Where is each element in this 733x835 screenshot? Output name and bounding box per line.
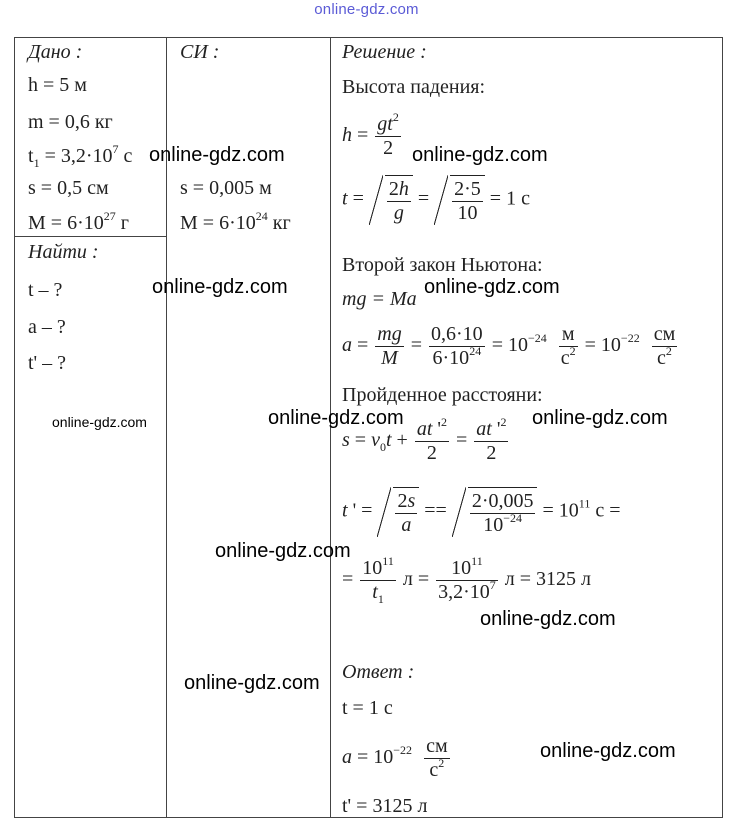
answer-t: t = 1 с [342,697,393,719]
watermark-link[interactable]: online-gdz.com [184,672,320,694]
watermark-link[interactable]: online-gdz.com [540,740,676,762]
si-M: $M = 6\cdot 10^{24}$ кг [180,209,291,234]
answer-header: Ответ : [342,661,415,683]
watermark-link[interactable]: online-gdz.com [149,144,285,166]
table-top-border [14,37,723,38]
find-t-prime: t' – ? [28,352,67,374]
given-M: $M = 6\cdot 10^{27}$ г [28,209,129,234]
site-watermark-top[interactable]: online-gdz.com [314,1,419,18]
formula-distance: $s = v_0t$ + $\frac{at '^2}{2}$ = $\frac{at '^2}{2}$ [342,415,507,464]
given-header: Дано : [28,41,83,63]
given-find-divider [14,236,166,237]
formula-t-prime-years: = $\frac{10^{11}}{t_1}$ л = $\frac{10^{11}}{3,2\cdot 10^7}$ л = 3125 л [342,554,592,606]
watermark-link[interactable]: online-gdz.com [268,407,404,429]
formula-h-gt2: h = $\frac{gt^2}{2}$ [342,110,399,159]
formula-t-prime: t ' = $\frac{2s}{a}$ == $\frac{2\cdot 0,005}{10^{-24}}$ = $10^{11}$ с = [342,487,620,537]
given-t1: $t_1 = 3,2\cdot 10^7$ с [28,142,133,170]
table-right-border [722,37,723,818]
answer-a: $a = 10^{-22}$ $\frac{см}{с^2}$ [342,735,448,781]
answer-t-prime: t' = 3125 л [342,795,428,817]
table-bottom-border [14,817,723,818]
find-t: t – ? [28,279,63,301]
given-s: s = 0,5 см [28,177,109,199]
given-m: m = 0,6 кг [28,111,113,133]
watermark-link[interactable]: online-gdz.com [215,540,351,562]
watermark-link[interactable]: online-gdz.com [532,407,668,429]
si-header: СИ : [180,41,220,63]
find-header: Найти : [28,241,99,263]
formula-acceleration: a = $\frac{mg}{M}$ = $\frac{0,6\cdot 10}{6\cdot 10^{24}}$ = $10^{-24}$ $\frac{м}{с^2}$ = $10^{-22}$ $\frac{см}{с^2}$ [342,323,676,369]
watermark-link[interactable]: online-gdz.com [52,414,147,430]
newton-title: Второй закон Ньютона: [342,254,543,276]
watermark-link[interactable]: online-gdz.com [480,608,616,630]
si-s: s = 0,005 м [180,177,272,199]
height-title: Высота падения: [342,76,486,98]
formula-t-sqrt: t = $\frac{2h}{g}$ = $\frac{2\cdot 5}{10}$ = 1 с [342,175,530,225]
given-h: h = 5 м [28,74,87,96]
distance-title: Пройденное расстояни: [342,384,543,406]
table-left-border [14,37,15,818]
watermark-link[interactable]: online-gdz.com [152,276,288,298]
watermark-link[interactable]: online-gdz.com [412,144,548,166]
find-a: a – ? [28,316,66,338]
newton-eq: mg = Ma [342,288,417,310]
solution-header: Решение : [342,41,427,63]
watermark-link[interactable]: online-gdz.com [424,276,560,298]
